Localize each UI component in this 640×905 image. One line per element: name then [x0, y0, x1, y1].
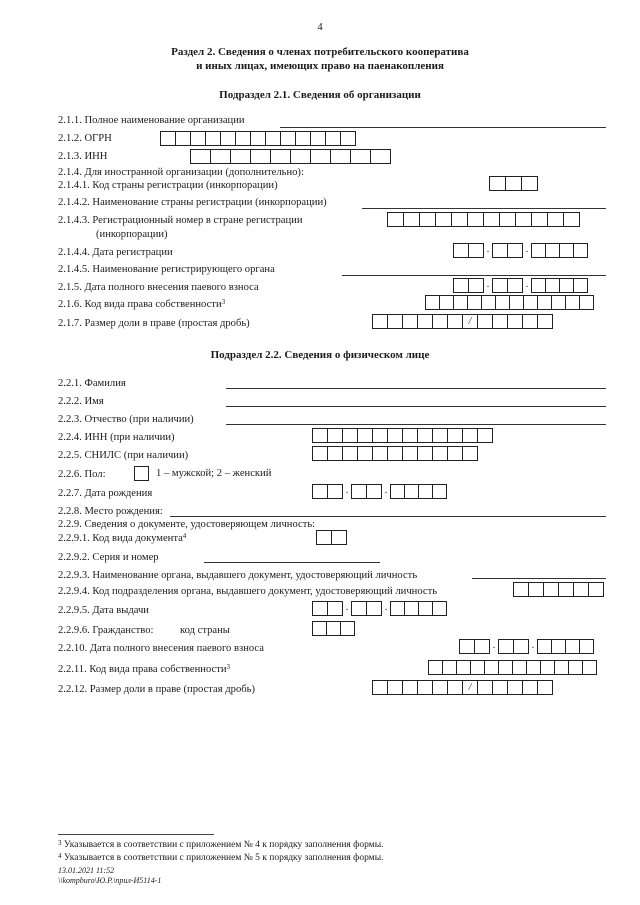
subsection-2-1-title: Подраздел 2.1. Сведения об организации: [219, 89, 421, 101]
field-org-inn[interactable]: [190, 149, 391, 164]
label-2-1-7: 2.1.7. Размер доли в праве (простая дробь): [58, 318, 250, 329]
label-2-1-1: 2.1.1. Полное наименование организации: [58, 115, 245, 126]
label-2-2-9-1: 2.2.9.1. Код вида документа$^4$: [58, 532, 187, 544]
field-surname[interactable]: [226, 388, 606, 389]
field-country-code[interactable]: [489, 176, 538, 191]
label-2-2-9-2: 2.2.9.2. Серия и номер: [58, 552, 159, 563]
field-document-series-number[interactable]: [204, 562, 380, 563]
label-2-2-1: 2.2.1. Фамилия: [58, 378, 126, 389]
field-person-ownership-code[interactable]: [428, 660, 597, 675]
field-birth-place[interactable]: [170, 516, 606, 517]
label-2-2-9-5: 2.2.9.5. Дата выдачи: [58, 605, 149, 616]
label-2-2-8: 2.2.8. Место рождения:: [58, 506, 163, 517]
field-document-type-code[interactable]: [316, 530, 347, 545]
field-gender[interactable]: [134, 466, 149, 481]
field-registering-authority[interactable]: [342, 275, 606, 276]
label-2-2-10: 2.2.10. Дата полного внесения паевого взноса: [58, 643, 264, 654]
label-2-1-3: 2.1.3. ИНН: [58, 151, 108, 162]
label-2-1-4-3: 2.1.4.3. Регистрационный номер в стране регистрации: [58, 215, 303, 226]
label-2-1-4: 2.1.4. Для иностранной организации (дополнительно):: [58, 167, 304, 178]
print-stamp-path: \\kompburo\Ю.Р.\прил-И5114-1: [58, 876, 162, 885]
field-foreign-reg-number[interactable]: [387, 212, 580, 227]
label-2-2-5: 2.2.5. СНИЛС (при наличии): [58, 450, 189, 461]
subsection-2-2-title: Подраздел 2.2. Сведения о физическом лице: [210, 349, 430, 361]
label-2-1-4-1: 2.1.4.1. Код страны регистрации (инкорпорации): [58, 180, 278, 191]
label-2-2-12: 2.2.12. Размер доли в праве (простая дробь): [58, 684, 255, 695]
label-2-2-4: 2.2.4. ИНН (при наличии): [58, 432, 175, 443]
field-citizenship-code[interactable]: [312, 621, 355, 636]
footnote-4: $^4$ Указывается в соответствии с приложением № 5 к порядку заполнения формы.: [58, 852, 384, 863]
label-2-2-6: 2.2.6. Пол:: [58, 469, 106, 480]
label-2-2-7: 2.2.7. Дата рождения: [58, 488, 153, 499]
footnote-divider: [58, 834, 214, 835]
field-ogrn[interactable]: [160, 131, 356, 146]
label-2-2-2: 2.2.2. Имя: [58, 396, 104, 407]
label-2-1-4-3-cont: (инкорпорации): [96, 229, 168, 240]
field-org-ownership-code[interactable]: [425, 295, 594, 310]
page-number: 4: [317, 22, 323, 33]
label-2-2-9: 2.2.9. Сведения о документе, удостоверяющем личность:: [58, 519, 316, 530]
field-snils[interactable]: [312, 446, 478, 461]
field-issuing-unit-code[interactable]: [513, 582, 604, 597]
section-title-line1: Раздел 2. Сведения о членах потребительского кооператива: [171, 46, 469, 58]
field-org-full-name[interactable]: [280, 127, 606, 128]
field-person-inn[interactable]: [312, 428, 493, 443]
label-2-1-2: 2.1.2. ОГРН: [58, 133, 112, 144]
label-country-code: код страны: [180, 625, 230, 636]
label-2-1-4-2: 2.1.4.2. Наименование страны регистрации (инкорпорации): [58, 197, 327, 208]
field-registration-date[interactable]: . .: [453, 243, 588, 258]
field-person-contribution-date[interactable]: . .: [459, 639, 594, 654]
field-org-share-fraction[interactable]: /: [372, 314, 553, 329]
label-2-1-5: 2.1.5. Дата полного внесения паевого взноса: [58, 282, 259, 293]
field-issuing-authority[interactable]: [472, 578, 606, 579]
footnote-ref-3: 3: [221, 298, 226, 306]
label-2-1-6: 2.1.6. Код вида права собственности$^3$: [58, 298, 226, 310]
label-2-2-9-6: 2.2.9.6. Гражданство:: [58, 625, 154, 636]
field-country-name[interactable]: [362, 208, 606, 209]
gender-hint: 1 – мужской; 2 – женский: [156, 468, 272, 479]
field-patronymic[interactable]: [226, 424, 606, 425]
field-issue-date[interactable]: . .: [312, 601, 447, 616]
footnote-ref-4: 4: [182, 532, 187, 540]
label-2-2-3: 2.2.3. Отчество (при наличии): [58, 414, 194, 425]
footnote-3: $^3$ Указывается в соответствии с приложением № 4 к порядку заполнения формы.: [58, 839, 384, 850]
label-2-2-9-4: 2.2.9.4. Код подразделения органа, выдавшего документ, удостоверяющий личность: [58, 586, 438, 597]
label-2-2-11: 2.2.11. Код вида права собственности$^3$: [58, 663, 231, 675]
print-stamp-date: 13.01.2021 11:52: [58, 866, 115, 875]
label-2-2-9-3: 2.2.9.3. Наименование органа, выдавшего документ, удостоверяющий личность: [58, 570, 418, 581]
label-2-1-4-5: 2.1.4.5. Наименование регистрирующего органа: [58, 264, 275, 275]
label-2-1-4-4: 2.1.4.4. Дата регистрации: [58, 247, 173, 258]
field-org-contribution-date[interactable]: . .: [453, 278, 588, 293]
footnote-ref-3b: 3: [226, 663, 231, 671]
field-first-name[interactable]: [226, 406, 606, 407]
section-title-line2: и иных лицах, имеющих право на паенакопления: [196, 60, 444, 72]
field-birth-date[interactable]: . .: [312, 484, 447, 499]
field-person-share-fraction[interactable]: /: [372, 680, 553, 695]
